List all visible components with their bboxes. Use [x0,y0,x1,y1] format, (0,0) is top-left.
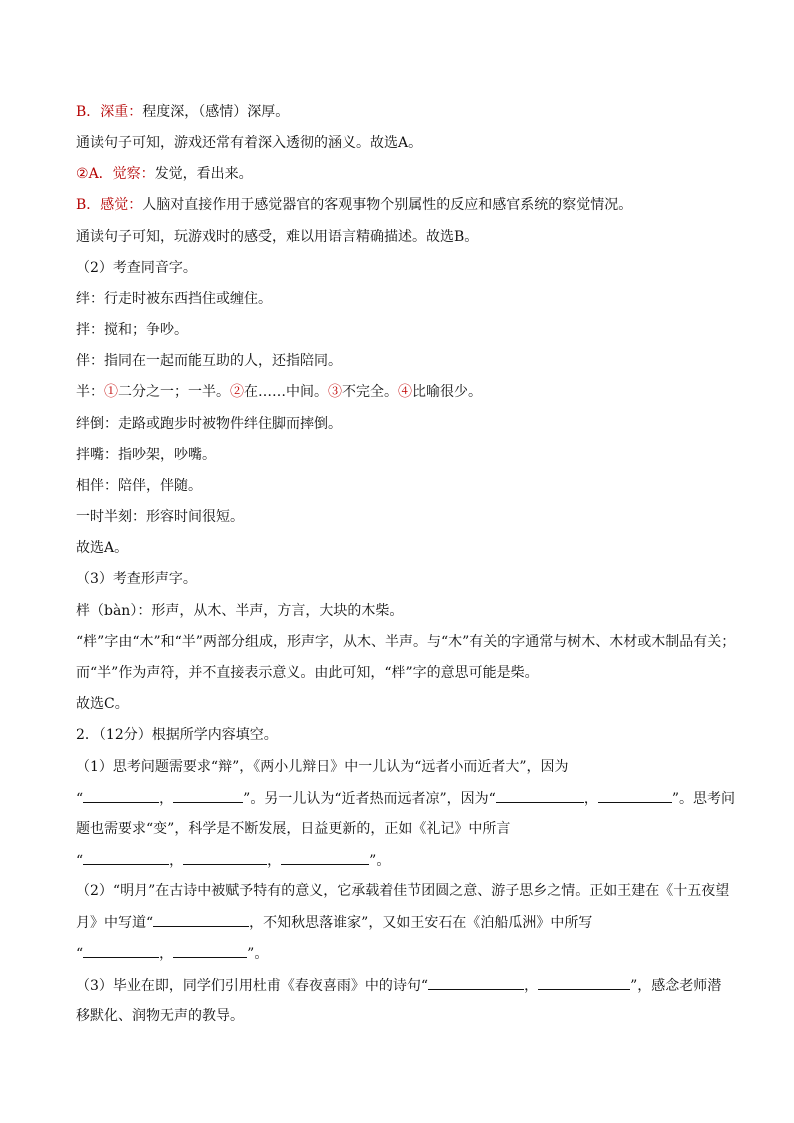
quote-mark: “ [76,853,84,869]
answer-blank[interactable] [538,975,630,990]
answer-blank[interactable] [183,850,267,865]
separator: ， [159,946,174,962]
question-text: （3）毕业在即，同学们引用杜甫《春夜喜雨》中的诗句“ [76,978,429,994]
fill-blank-line [76,943,724,964]
definition: 拌嘴：指吵架，吵嘴。 [76,447,216,463]
answer-blank[interactable] [598,788,672,803]
fill-blank-line [76,975,724,996]
definition: 绊倒：走路或跑步时被物件绊住脚而摔倒。 [76,416,342,432]
option-text: 程度深，（感情）深厚。 [142,104,290,120]
answer-blank[interactable] [496,788,584,803]
separator: ， [524,978,539,994]
analysis-text: 而“半”作为声符，并不直接表示意义。由此可知，“柈”字的意思可能是柴。 [76,665,539,681]
question-text: 移默化、润物无声的教导。 [76,1008,244,1024]
question-text: ”，感念老师潜 [630,978,722,994]
sub-question-heading: （2）考查同音字。 [76,260,197,276]
question-text: ”。另一儿认为“近者热而远者凉”，因为“ [243,791,496,807]
answer-blank[interactable] [281,850,369,865]
answer-blank[interactable] [173,788,243,803]
analysis-text: 通读句子可知，玩游戏时的感受，难以用语言精确描述。故选B。 [76,229,479,245]
option-text: 发觉，看出来。 [154,166,253,182]
definition: 伴：指同在一起而能互助的人，还指陪同。 [76,353,342,369]
definition-text: 在……中间。 [244,384,328,400]
definition-text: 比喻很少。 [412,384,482,400]
definition: 相伴：陪伴，伴随。 [76,478,202,494]
answer-blank[interactable] [83,788,159,803]
option-text: 人脑对直接作用于感觉器官的客观事物个别属性的反应和感官系统的察觉情况。 [142,197,633,213]
definition-head: 半： [76,384,104,400]
fill-blank-line [76,912,724,933]
answer-text: 故选A。 [76,540,129,556]
answer-blank[interactable] [153,912,249,927]
definition-ban [76,382,724,402]
fill-blank-line [76,850,724,871]
option-label: B．深重： [76,104,143,120]
definition-text: 二分之一；一半。 [118,384,230,400]
fill-blank-line [76,788,735,809]
sub-question-heading: （3）考查形声字。 [76,571,197,587]
quote-mark: “ [76,791,84,807]
question-text: ，不知秋思落谁家”，又如王安石在《泊船瓜洲》中所写 [249,915,593,931]
analysis-text: 通读句子可知，游戏还常有着深入透彻的涵义。故选A。 [76,135,423,151]
definition: 绊：行走时被东西挡住或缠住。 [76,291,272,307]
circled-number: ① [104,384,118,400]
definition: 柈（bàn）：形声，从木、半声，方言，大块的木柴。 [76,603,404,619]
option-b-deep [76,102,724,122]
option-label: B．感觉： [76,197,143,213]
separator: ， [583,791,598,807]
answer-blank[interactable] [83,850,169,865]
circled-number: ③ [328,384,342,400]
circled-number: ② [230,384,244,400]
answer-blank[interactable] [428,975,524,990]
definition-text: 不完全。 [342,384,398,400]
quote-mark: “ [76,946,84,962]
question-text: （1）思考问题需要求“辩”，《两小儿辩日》中一儿认为“远者小而近者大”，因为 [76,759,569,775]
answer-blank[interactable] [173,943,247,958]
separator: ， [169,853,184,869]
quote-mark: ”。 [369,853,391,869]
question-heading: 2．（12分）根据所学内容填空。 [76,727,278,743]
question-text: ”。思考问 [671,791,735,807]
question-text: （2）“明月”在古诗中被赋予特有的意义，它承载着佳节团圆之意、游子思乡之情。正如王建在《十五夜望 [76,883,730,899]
question-text: 月》中写道“ [76,915,154,931]
option-a-aware [76,164,724,184]
option-label: A．觉察： [88,166,155,182]
question-text: 题也需要求“变”，科学是不断发展，日益更新的，正如《礼记》中所言 [76,821,511,837]
separator: ， [159,791,174,807]
separator: ， [267,853,282,869]
circled-number: ② [76,166,89,182]
definition: 一时半刻：形容时间很短。 [76,509,244,525]
definition: 拌：搅和；争吵。 [76,322,188,338]
circled-number: ④ [398,384,412,400]
answer-text: 故选C。 [76,696,129,712]
quote-mark: ”。 [247,946,269,962]
analysis-text: “柈”字由“木”和“半”两部分组成，形声字，从木、半声。与“木”有关的字通常与树木、木材或木制品有关； [76,634,736,650]
answer-blank[interactable] [83,943,159,958]
option-b-feel [76,195,724,215]
